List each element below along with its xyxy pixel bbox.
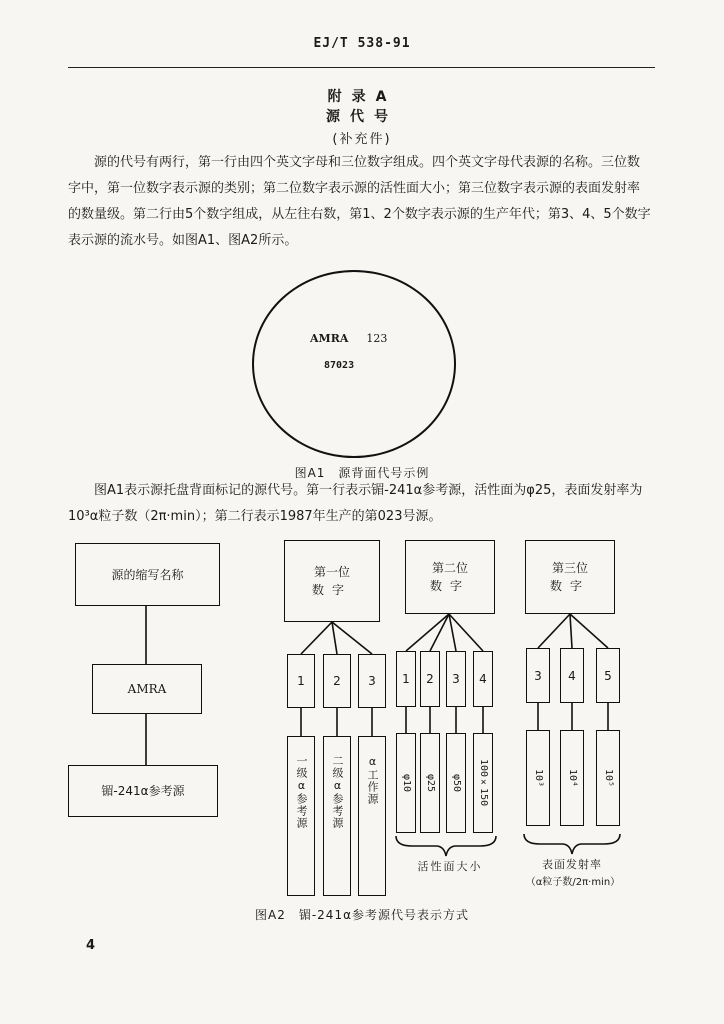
box-abbrev-name: 源的缩写名称 — [75, 543, 220, 606]
box-first-digit — [284, 540, 380, 622]
item-phi25-label: φ25 — [425, 773, 436, 793]
digit-box: 2 — [323, 654, 351, 708]
emission-rate-unit: （α粒子数/2π·min） — [525, 877, 621, 888]
item-working-source: α工作源 — [358, 736, 386, 896]
item-phi10-label: φ10 — [401, 773, 412, 793]
item-1e3 — [526, 730, 550, 826]
paragraph-figure-a1: 图A1表示源托盘背面标记的源代号。第一行表示镅-241α参考源，活性面为φ25，表面发射率为10³α粒子数（2π·min）；第二行表示1987年生产的第023号源。 — [68, 483, 643, 524]
page-number: 4 — [86, 938, 96, 953]
digit-box: 4 — [560, 648, 584, 703]
item-level2-reference: 二级α参考源 — [323, 736, 351, 896]
second-digit-title: 第二位 — [431, 561, 468, 575]
figure-a1-number: 123 — [366, 332, 388, 345]
surface-emission-rate-label: 表面发射率 — [542, 858, 602, 871]
digit-box: 3 — [358, 654, 386, 708]
item-1e4 — [560, 730, 584, 826]
box-second-digit — [405, 540, 495, 614]
item-100x150 — [473, 733, 493, 833]
active-area-size-label: 活性面大小 — [417, 860, 483, 873]
appendix-title: 附录A — [327, 89, 397, 105]
item-1e5 — [596, 730, 620, 826]
figure-a1-caption: 图A1 源背面代号示例 — [294, 466, 430, 480]
digit-box: 4 — [473, 651, 493, 707]
digit-box: 1 — [396, 651, 416, 707]
digit-box: 3 — [446, 651, 466, 707]
digit-box: 3 — [526, 648, 550, 703]
item-phi50 — [446, 733, 466, 833]
item-level1-reference: 一级α参考源 — [287, 736, 315, 896]
box-third-digit — [525, 540, 615, 614]
figure-a1-name: AMRA — [310, 332, 349, 345]
item-100x150-label: 100×150 — [478, 759, 489, 807]
first-digit-title: 第一位 — [313, 565, 350, 579]
appendix-note: (补充件) — [332, 132, 392, 147]
first-digit-subtitle: 数字 — [311, 583, 352, 597]
third-digit-title: 第三位 — [551, 561, 588, 575]
paragraph-intro: 源的代号有两行，第一行由四个英文字母和三位数字组成。四个英文字母代表源的名称。三位数字中，第一位数字表示源的类别；第二位数字表示源的活性面大小；第三位数字表示源的表面发射率的数量级。第二行由5个数字组成，从左往右数，第1、2个数字表示源的生产年代；第3、4、5个数字表示源的流水号。如图A1、图A2所示。 — [68, 155, 651, 248]
standard-code-header: EJ/T 538-91 — [313, 36, 411, 51]
appendix-subtitle: 源代号 — [326, 109, 398, 125]
second-digit-subtitle: 数字 — [429, 579, 470, 593]
third-digit-subtitle: 数字 — [549, 579, 590, 593]
item-phi25 — [420, 733, 440, 833]
figure-a2-caption: 图A2 镅-241α参考源代号表示方式 — [255, 908, 469, 922]
figure-a1-line2: 87023 — [324, 360, 355, 371]
item-phi50-label: φ50 — [451, 773, 462, 793]
item-1e5-label: 10⁵ — [603, 768, 614, 788]
box-amra: AMRA — [92, 664, 202, 714]
item-phi10 — [396, 733, 416, 833]
item-1e4-label: 10⁴ — [567, 768, 578, 788]
digit-box: 5 — [596, 648, 620, 703]
digit-box: 1 — [287, 654, 315, 708]
digit-box: 2 — [420, 651, 440, 707]
box-am241-source: 镅-241α参考源 — [68, 765, 218, 817]
item-1e3-label: 10³ — [533, 768, 544, 788]
